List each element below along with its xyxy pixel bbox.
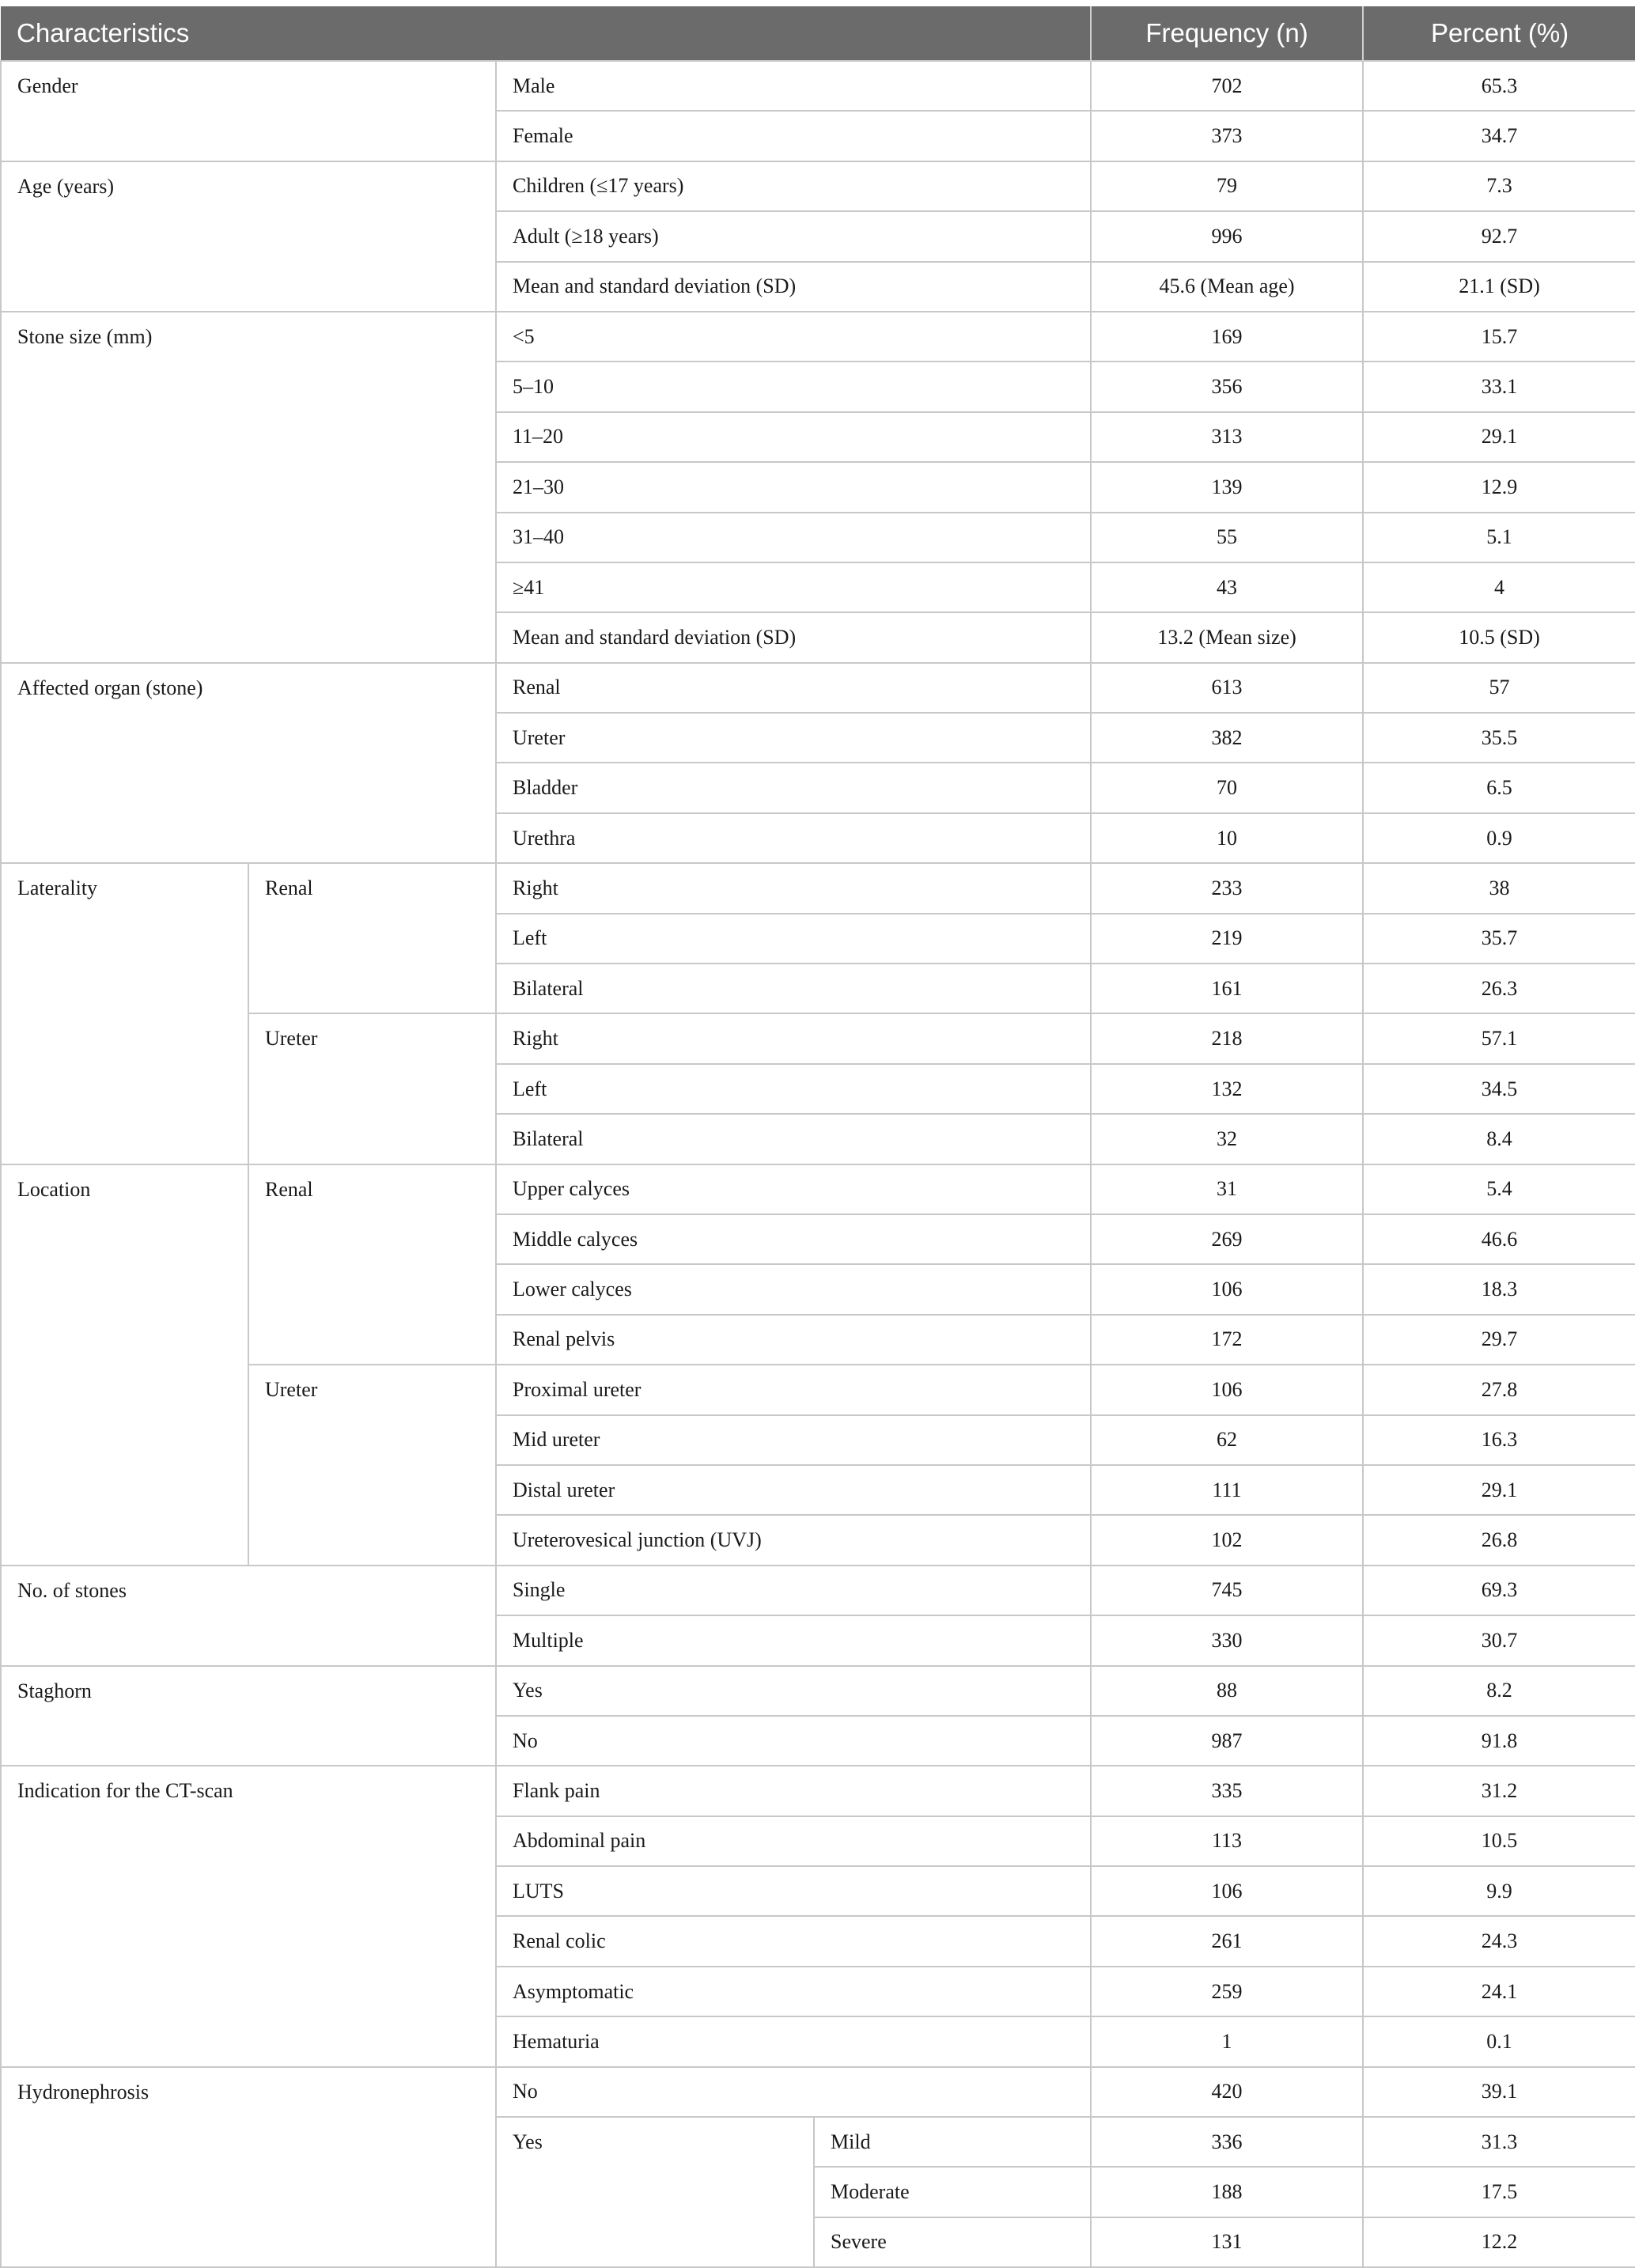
percent-cell: 21.1 (SD) xyxy=(1363,262,1635,312)
frequency-cell: 987 xyxy=(1091,1716,1363,1766)
frequency-cell: 161 xyxy=(1091,964,1363,1013)
value-cell: Right xyxy=(496,1013,1091,1063)
frequency-cell: 745 xyxy=(1091,1566,1363,1615)
percent-cell: 24.3 xyxy=(1363,1916,1635,1966)
frequency-cell: 373 xyxy=(1091,111,1363,161)
subgroup-label: Yes xyxy=(496,2117,814,2267)
subgroup-label: Ureter xyxy=(248,1365,496,1566)
percent-cell: 34.5 xyxy=(1363,1064,1635,1114)
subgroup-label: Renal xyxy=(248,1164,496,1365)
percent-cell: 4 xyxy=(1363,562,1635,612)
percent-cell: 18.3 xyxy=(1363,1264,1635,1314)
value-cell: Left xyxy=(496,914,1091,964)
percent-cell: 29.7 xyxy=(1363,1315,1635,1365)
percent-cell: 30.7 xyxy=(1363,1615,1635,1665)
value-cell: Mild xyxy=(814,2117,1091,2167)
value-cell: Ureterovesical junction (UVJ) xyxy=(496,1515,1091,1565)
frequency-cell: 1 xyxy=(1091,2016,1363,2066)
value-cell: Single xyxy=(496,1566,1091,1615)
percent-cell: 35.5 xyxy=(1363,713,1635,763)
group-label: Affected organ (stone) xyxy=(1,663,496,864)
value-cell: Severe xyxy=(814,2217,1091,2267)
table-row xyxy=(1,312,1635,362)
header-frequency: Frequency (n) xyxy=(1091,6,1363,61)
percent-cell: 35.7 xyxy=(1363,914,1635,964)
frequency-cell: 330 xyxy=(1091,1615,1363,1665)
group-label: Gender xyxy=(1,61,496,161)
percent-cell: 57.1 xyxy=(1363,1013,1635,1063)
value-cell: Abdominal pain xyxy=(496,1816,1091,1866)
value-cell: Flank pain xyxy=(496,1766,1091,1816)
group-label: Age (years) xyxy=(1,161,496,312)
percent-cell: 6.5 xyxy=(1363,763,1635,812)
percent-cell: 31.2 xyxy=(1363,1766,1635,1816)
value-cell: Hematuria xyxy=(496,2016,1091,2066)
header-row xyxy=(1,6,1635,61)
value-cell: 21–30 xyxy=(496,462,1091,512)
frequency-cell: 45.6 (Mean age) xyxy=(1091,262,1363,312)
percent-cell: 8.2 xyxy=(1363,1666,1635,1716)
table-row xyxy=(1,2067,1635,2117)
group-label: Laterality xyxy=(1,863,248,1164)
percent-cell: 33.1 xyxy=(1363,362,1635,411)
frequency-cell: 132 xyxy=(1091,1064,1363,1114)
value-cell: Yes xyxy=(496,1666,1091,1716)
percent-cell: 17.5 xyxy=(1363,2167,1635,2217)
frequency-cell: 420 xyxy=(1091,2067,1363,2117)
value-cell: Right xyxy=(496,863,1091,913)
frequency-cell: 219 xyxy=(1091,914,1363,964)
table-row xyxy=(1,1566,1635,1615)
frequency-cell: 32 xyxy=(1091,1114,1363,1164)
value-cell: Mid ureter xyxy=(496,1415,1091,1465)
value-cell: Bladder xyxy=(496,763,1091,812)
percent-cell: 0.9 xyxy=(1363,813,1635,863)
percent-cell: 7.3 xyxy=(1363,161,1635,211)
frequency-cell: 62 xyxy=(1091,1415,1363,1465)
value-cell: 5–10 xyxy=(496,362,1091,411)
percent-cell: 15.7 xyxy=(1363,312,1635,362)
header-characteristics: Characteristics xyxy=(1,6,1091,61)
percent-cell: 92.7 xyxy=(1363,211,1635,261)
value-cell: Bilateral xyxy=(496,964,1091,1013)
frequency-cell: 996 xyxy=(1091,211,1363,261)
frequency-cell: 702 xyxy=(1091,61,1363,111)
frequency-cell: 259 xyxy=(1091,1967,1363,2016)
frequency-cell: 218 xyxy=(1091,1013,1363,1063)
frequency-cell: 188 xyxy=(1091,2167,1363,2217)
percent-cell: 0.1 xyxy=(1363,2016,1635,2066)
table-row xyxy=(1,863,1635,913)
frequency-cell: 102 xyxy=(1091,1515,1363,1565)
percent-cell: 65.3 xyxy=(1363,61,1635,111)
percent-cell: 26.3 xyxy=(1363,964,1635,1013)
subgroup-label: Renal xyxy=(248,863,496,1013)
value-cell: Asymptomatic xyxy=(496,1967,1091,2016)
value-cell: Lower calyces xyxy=(496,1264,1091,1314)
value-cell: Urethra xyxy=(496,813,1091,863)
table-row xyxy=(1,1666,1635,1716)
group-label: No. of stones xyxy=(1,1566,496,1666)
frequency-cell: 106 xyxy=(1091,1264,1363,1314)
percent-cell: 27.8 xyxy=(1363,1365,1635,1414)
percent-cell: 31.3 xyxy=(1363,2117,1635,2167)
percent-cell: 24.1 xyxy=(1363,1967,1635,2016)
table-row xyxy=(1,61,1635,111)
value-cell: Mean and standard deviation (SD) xyxy=(496,612,1091,662)
value-cell: Male xyxy=(496,61,1091,111)
percent-cell: 26.8 xyxy=(1363,1515,1635,1565)
table-row xyxy=(1,1766,1635,1816)
value-cell: Renal colic xyxy=(496,1916,1091,1966)
table-row xyxy=(1,663,1635,713)
value-cell: Multiple xyxy=(496,1615,1091,1665)
value-cell: LUTS xyxy=(496,1866,1091,1916)
frequency-cell: 88 xyxy=(1091,1666,1363,1716)
frequency-cell: 106 xyxy=(1091,1866,1363,1916)
percent-cell: 16.3 xyxy=(1363,1415,1635,1465)
value-cell: Proximal ureter xyxy=(496,1365,1091,1414)
percent-cell: 91.8 xyxy=(1363,1716,1635,1766)
group-label: Indication for the CT-scan xyxy=(1,1766,496,2066)
value-cell: No xyxy=(496,1716,1091,1766)
frequency-cell: 336 xyxy=(1091,2117,1363,2167)
frequency-cell: 382 xyxy=(1091,713,1363,763)
value-cell: Female xyxy=(496,111,1091,161)
value-cell: Mean and standard deviation (SD) xyxy=(496,262,1091,312)
table-row xyxy=(1,161,1635,211)
percent-cell: 5.4 xyxy=(1363,1164,1635,1214)
value-cell: Renal xyxy=(496,663,1091,713)
percent-cell: 10.5 (SD) xyxy=(1363,612,1635,662)
percent-cell: 39.1 xyxy=(1363,2067,1635,2117)
value-cell: Ureter xyxy=(496,713,1091,763)
frequency-cell: 55 xyxy=(1091,513,1363,562)
value-cell: Left xyxy=(496,1064,1091,1114)
frequency-cell: 169 xyxy=(1091,312,1363,362)
percent-cell: 57 xyxy=(1363,663,1635,713)
frequency-cell: 106 xyxy=(1091,1365,1363,1414)
group-label: Location xyxy=(1,1164,248,1566)
value-cell: ≥41 xyxy=(496,562,1091,612)
value-cell: Upper calyces xyxy=(496,1164,1091,1214)
value-cell: Children (≤17 years) xyxy=(496,161,1091,211)
frequency-cell: 356 xyxy=(1091,362,1363,411)
value-cell: Distal ureter xyxy=(496,1465,1091,1515)
percent-cell: 29.1 xyxy=(1363,412,1635,462)
frequency-cell: 113 xyxy=(1091,1816,1363,1866)
percent-cell: 69.3 xyxy=(1363,1566,1635,1615)
frequency-cell: 139 xyxy=(1091,462,1363,512)
subgroup-label: Ureter xyxy=(248,1013,496,1164)
percent-cell: 9.9 xyxy=(1363,1866,1635,1916)
frequency-cell: 233 xyxy=(1091,863,1363,913)
frequency-cell: 335 xyxy=(1091,1766,1363,1816)
frequency-cell: 313 xyxy=(1091,412,1363,462)
value-cell: 31–40 xyxy=(496,513,1091,562)
frequency-cell: 172 xyxy=(1091,1315,1363,1365)
percent-cell: 12.2 xyxy=(1363,2217,1635,2267)
frequency-cell: 31 xyxy=(1091,1164,1363,1214)
value-cell: Middle calyces xyxy=(496,1214,1091,1264)
frequency-cell: 131 xyxy=(1091,2217,1363,2267)
percent-cell: 10.5 xyxy=(1363,1816,1635,1866)
value-cell: 11–20 xyxy=(496,412,1091,462)
frequency-cell: 269 xyxy=(1091,1214,1363,1264)
characteristics-table xyxy=(0,6,1635,2268)
value-cell: Adult (≥18 years) xyxy=(496,211,1091,261)
percent-cell: 12.9 xyxy=(1363,462,1635,512)
group-label: Staghorn xyxy=(1,1666,496,1766)
frequency-cell: 613 xyxy=(1091,663,1363,713)
frequency-cell: 79 xyxy=(1091,161,1363,211)
frequency-cell: 43 xyxy=(1091,562,1363,612)
frequency-cell: 261 xyxy=(1091,1916,1363,1966)
group-label: Stone size (mm) xyxy=(1,312,496,663)
table-body xyxy=(1,61,1635,2267)
percent-cell: 5.1 xyxy=(1363,513,1635,562)
value-cell: Renal pelvis xyxy=(496,1315,1091,1365)
group-label: Hydronephrosis xyxy=(1,2067,496,2268)
frequency-cell: 111 xyxy=(1091,1465,1363,1515)
frequency-cell: 13.2 (Mean size) xyxy=(1091,612,1363,662)
value-cell: <5 xyxy=(496,312,1091,362)
value-cell: Moderate xyxy=(814,2167,1091,2217)
table-row xyxy=(1,1164,1635,1214)
value-cell: Bilateral xyxy=(496,1114,1091,1164)
percent-cell: 8.4 xyxy=(1363,1114,1635,1164)
frequency-cell: 10 xyxy=(1091,813,1363,863)
percent-cell: 38 xyxy=(1363,863,1635,913)
header-percent: Percent (%) xyxy=(1363,6,1635,61)
percent-cell: 34.7 xyxy=(1363,111,1635,161)
value-cell: No xyxy=(496,2067,1091,2117)
frequency-cell: 70 xyxy=(1091,763,1363,812)
percent-cell: 46.6 xyxy=(1363,1214,1635,1264)
percent-cell: 29.1 xyxy=(1363,1465,1635,1515)
